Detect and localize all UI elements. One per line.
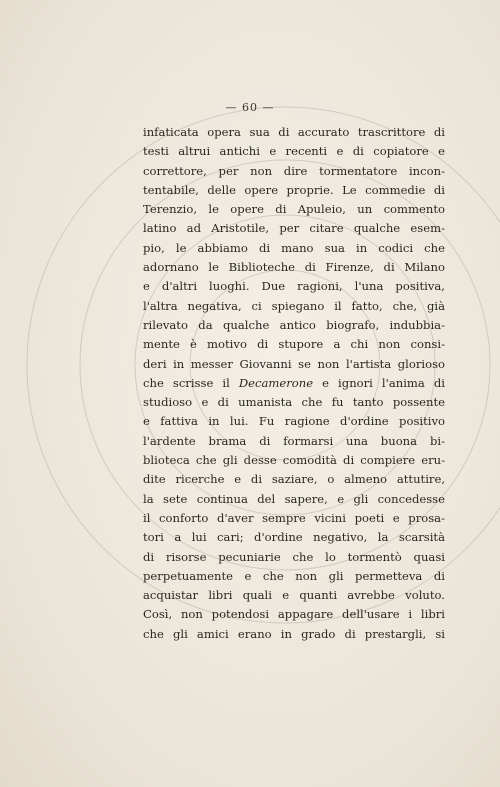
text-line: testi altrui antichi e recenti e di copiatore e [143, 144, 445, 159]
text-line: blioteca che gli desse comodità di compiere eru- [143, 453, 445, 468]
text-line: perpetuamente e che non gli permetteva di [143, 568, 445, 583]
text-line: e fattiva in lui. Fu ragione d'ordine positivo [143, 414, 445, 429]
text-line: mente è motivo di stupore a chi non consi- [143, 337, 445, 352]
text-line: latino ad Aristotile, per citare qualche esem- [143, 221, 445, 236]
text-run: e ignori l'anima di [313, 375, 445, 390]
text-line: pio, le abbiamo di mano sua in codici che [143, 240, 445, 255]
text-run: che scrisse il [143, 375, 239, 390]
text-line: l'ardente brama di formarsi una buona bi- [143, 433, 445, 448]
text-line: e d'altri luoghi. Due ragioni, l'una positiva, [143, 279, 445, 294]
text-line: infaticata opera sua di accurato trascrittore di [143, 125, 445, 139]
text-line: dite ricerche e di saziare, o almeno attutire, [143, 472, 445, 487]
text-line: la sete continua del sapere, e gli concedesse [143, 491, 445, 506]
page-number: — 60 — [225, 101, 275, 114]
text-line: il conforto d'aver sempre vicini poeti e prosa- [143, 510, 445, 525]
italic-title: Decamerone [238, 375, 314, 390]
text-line: Così, non potendosi appagare dell'usare i libri [143, 607, 445, 622]
text-line: l'altra negativa, ci spiegano il fatto, che, già [143, 298, 445, 313]
text-line: deri in messer Giovanni se non l'artista glorioso [143, 356, 445, 371]
text-line: che gli amici erano in grado di prestargli, si [143, 626, 445, 641]
text-line: studioso e di umanista che fu tanto possente [143, 395, 445, 410]
text-line: adornano le Biblioteche di Firenze, di Milano [143, 260, 445, 275]
text-line: acquistar libri quali e quanti avrebbe voluto. [143, 588, 445, 603]
text-line: Terenzio, le opere di Apuleio, un commento [143, 202, 445, 217]
body-text [143, 123, 445, 644]
text-line: correttore, per non dire tormentatore incon- [143, 163, 445, 178]
text-line-decamerone [143, 374, 445, 393]
text-line: tori a lui cari; d'ordine negativo, la scarsità [143, 530, 445, 545]
text-line: tentabile, delle opere proprie. Le commedie di [143, 182, 445, 197]
text-line: rilevato da qualche antico biografo, indubbia- [143, 317, 445, 332]
text-line: di risorse pecuniarie che lo tormentò quasi [143, 549, 445, 564]
